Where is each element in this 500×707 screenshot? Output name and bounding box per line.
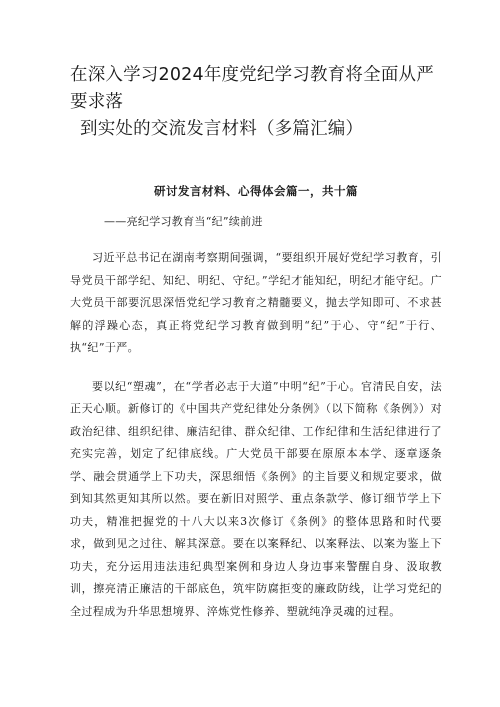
document-title-line-1: 在深入学习2024年度党纪学习教育将全面从严要求落: [70, 65, 434, 112]
section-subheading: ——亮纪学习教育当“纪”续前进: [104, 215, 263, 228]
document-title: [70, 0, 442, 143]
section-heading: 研讨发言材料、心得体会篇一，共十篇: [154, 184, 358, 198]
body-paragraph-2: 要以纪“塑魂”，在“学者必志于大道”中明“纪”于心。官清民自安，法正天心顺。新修订的《中国共产党纪律处分条例》（以下简称《条例》）对政治纪律、组织纪律、廉洁纪律、群众纪律、工作纪律和生活纪律进行了充实完善，划定了纪律底线。广大党员干部要在原原本本学、逐章逐条学、融会贯通学上下功夫，深思细悟《条例》的主旨要义和规定要求，做到知其然更知其所以然。要在新旧对照学、重点条款学、修订细节学上下功夫，精准把握党的十八大以来3次修订《条例》的整体思路和时代要求，做到见之过往、解其深意。要在以案释纪、以案释法、以案为鉴上下功夫，充分运用违法违纪典型案例和身边人身边事来警醒自身、汲取教训，擦亮清正廉洁的干部底色，筑牢防腐拒变的廉政防线，让学习党纪的全过程成为升华思想境界、淬炼党性修养、塑就纯净灵魂的过程。: [70, 379, 442, 618]
document-title-line-2: 到实处的交流发言材料（多篇汇编）: [80, 119, 364, 139]
body-paragraph-1: 习近平总书记在湖南考察期间强调，“要组织开展好党纪学习教育，引导党员干部学纪、知纪、明纪、守纪。”学纪才能知纪，明纪才能守纪。广大党员干部要沉思深悟党纪学习教育之精髓要义，抛去学知即可、不求甚解的浮躁心态，真正将党纪学习教育做到明“纪”于心、守“纪”于行、执“纪”于严。: [70, 251, 442, 354]
